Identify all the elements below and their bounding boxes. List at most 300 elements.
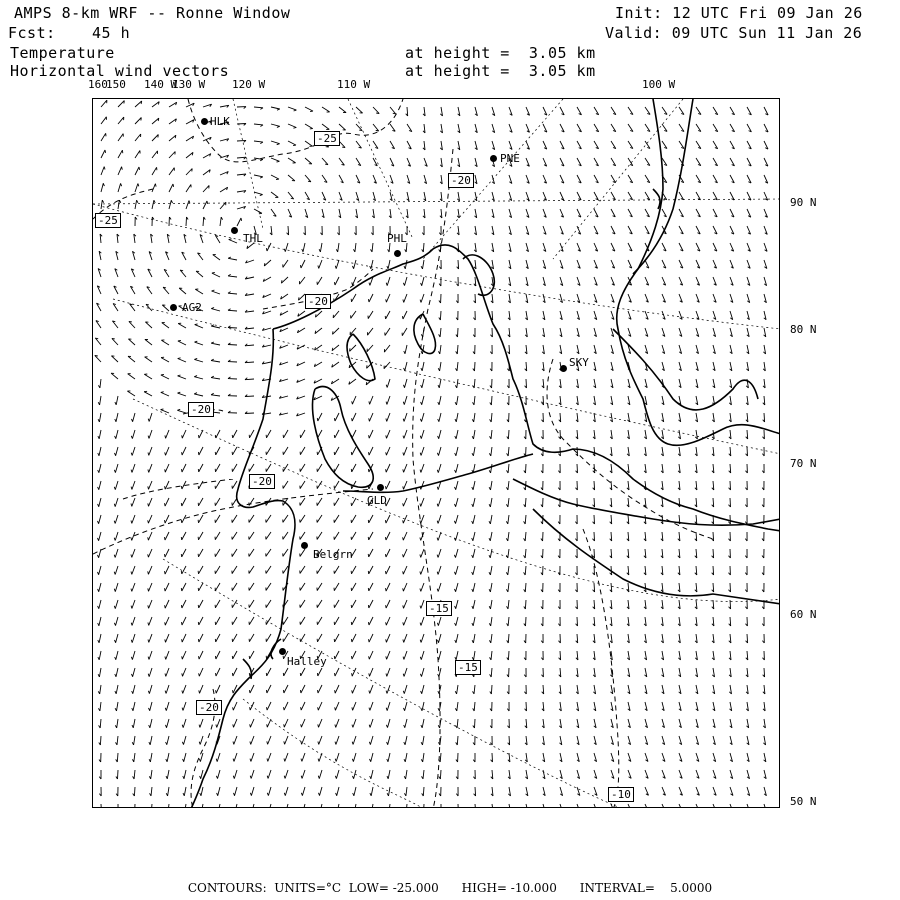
wind-vector [386,600,390,608]
wind-vector-head [386,656,387,659]
wind-vector-head [177,409,180,410]
wind-vector [134,753,135,762]
wind-vector-head [455,504,456,507]
wind-vector [132,430,135,439]
wind-vector [199,668,203,676]
wind-vector [370,702,373,710]
wind-vector [100,685,101,694]
wind-vector-head [369,691,370,694]
wind-vector [163,287,169,294]
wind-vector-head [266,690,267,693]
wind-vector-head [438,385,439,388]
wind-vector [135,151,140,159]
wind-vector [386,464,390,472]
valid-time: Valid: 09 UTC Sun 11 Jan 26 [605,24,863,42]
wind-vector-head [352,759,353,762]
wind-vector [132,515,135,523]
wind-vector-head [335,725,336,728]
wind-vector [594,481,595,490]
wind-vector [218,787,220,796]
wind-vector-head [166,742,167,745]
wind-vector [167,736,169,745]
wind-vector [352,668,356,676]
wind-vector [217,753,220,762]
wind-vector [403,532,407,540]
wind-vector [266,464,271,472]
wind-vector [266,634,271,642]
wind-vector-head [137,200,138,203]
wind-vector-head [334,282,335,285]
wind-vector [322,124,329,129]
wind-vector [352,634,356,642]
wind-vector [178,324,186,329]
wind-vector [161,392,169,396]
station-label-halley: Halley [287,655,327,668]
wind-vector-head [308,181,311,182]
wind-vector-head [472,419,473,422]
wind-vector-head [148,554,149,557]
wind-vector [162,323,169,328]
wind-vector-head [148,657,149,660]
wind-vector [305,158,312,164]
wind-vector-head [489,487,490,490]
wind-vector-head [404,351,405,354]
wind-vector [491,464,492,473]
wind-vector-head [115,402,116,405]
wind-vector-head [216,673,217,676]
wind-vector [115,532,118,541]
wind-vector [334,498,339,506]
wind-vector [266,549,271,556]
wind-vector-head [115,640,116,643]
wind-vector [166,447,170,455]
wind-vector [100,396,101,405]
wind-vector-head [472,521,473,524]
wind-vector [577,464,578,473]
field-wind: Horizontal wind vectors [10,62,230,80]
wind-vector [249,600,254,608]
wind-vector [404,617,407,625]
wind-vector [186,185,191,193]
wind-vector [283,260,288,267]
wind-vector-head [183,793,184,796]
wind-vector [491,617,492,626]
wind-vector-head [211,359,214,360]
wind-vector-head [352,725,353,728]
wind-vector-head [199,725,200,728]
wind-vector [439,379,441,388]
wind-vector [508,498,509,507]
wind-vector [352,617,356,625]
wind-vector-head [455,419,456,422]
wind-vector [369,413,373,421]
wind-vector [473,566,475,575]
wind-vector-head [182,725,183,728]
wind-vector [266,566,271,574]
wind-vector [99,464,101,473]
wind-vector-head [472,504,473,507]
wind-vector [250,719,254,727]
wind-vector [132,651,135,660]
wind-vector [318,413,322,421]
wind-vector-head [98,555,99,558]
wind-vector-head [334,656,335,659]
wind-vector [199,617,203,625]
wind-vector [404,668,407,677]
wind-vector-head [387,759,388,762]
wind-vector [271,158,279,161]
contour-label: -15 [426,601,452,616]
wind-vector [370,396,373,404]
wind-vector-head [472,538,473,541]
wind-vector [220,217,221,226]
wind-vector [152,200,154,209]
wind-vector-head [182,622,183,625]
wind-vector [99,566,101,575]
wind-vector [101,167,104,175]
wind-vector-head [403,588,404,591]
wind-vector-head [318,707,319,710]
wind-vector-head [267,724,268,727]
wind-vector [268,753,271,761]
wind-vector-head [420,606,421,609]
wind-vector [101,804,102,808]
wind-vector [149,447,152,455]
wind-vector [215,481,220,489]
wind-vector-head [233,742,234,745]
wind-vector [713,549,714,558]
contour-label: -25 [95,213,121,228]
wind-vector [281,277,288,283]
wind-vector-head [148,470,149,473]
wind-vector [679,804,683,808]
wind-vector [474,413,475,422]
wind-vector [764,413,765,422]
wind-vector-head [404,266,405,269]
wind-vector-head [165,520,166,523]
wind-vector-head [138,184,139,187]
wind-vector [473,549,475,558]
wind-vector-head [199,656,200,659]
wind-vector [543,804,546,808]
wind-vector [353,702,356,710]
wind-vector [350,328,356,335]
wind-vector [194,359,203,362]
wind-vector [473,634,475,643]
wind-vector [183,702,186,711]
wind-vector [369,532,373,540]
wind-vector-head [489,521,490,524]
wind-vector [351,515,356,523]
wind-vector-head [472,640,473,643]
wind-vector [249,617,254,625]
wind-vector-head [376,113,379,114]
wind-vector [577,617,578,626]
wind-vector [403,515,407,523]
wind-vector [352,430,356,438]
wind-vector-head [121,183,122,186]
wind-vector [112,338,118,345]
wind-vector [405,260,407,269]
wind-vector [492,804,493,808]
wind-vector-head [148,537,149,540]
wind-vector-head [260,159,263,160]
wind-vector [182,447,186,455]
wind-vector [318,702,322,710]
wind-vector-head [438,640,439,643]
wind-vector [354,260,356,269]
wind-vector [149,413,152,422]
wind-vector [369,566,373,574]
wind-vector [211,378,220,379]
wind-vector [99,549,101,558]
wind-vector-head [165,622,166,625]
wind-vector-head [195,324,198,325]
wind-vector [167,753,169,762]
wind-vector-head [216,759,217,762]
wind-vector [560,651,561,660]
wind-vector [421,481,424,489]
wind-vector [456,651,458,660]
wind-vector-head [148,674,149,677]
wind-vector [594,804,597,808]
wind-vector [319,736,322,744]
wind-vector [645,804,649,808]
wind-vector [99,651,101,660]
wind-vector [135,200,137,209]
wind-vector-head [369,725,370,728]
wind-vector [387,277,390,286]
wind-vector-head [369,742,370,745]
wind-vector [199,481,203,489]
wind-vector [525,549,526,558]
wind-vector [215,583,220,591]
wind-vector [318,685,322,693]
wind-vector [132,532,135,540]
wind-vector [149,430,152,439]
wind-vector-head [420,300,421,303]
station-label-pne: PNE [500,152,520,165]
wind-vector-head [353,793,354,796]
wind-vector [491,396,492,405]
wind-vector [216,617,220,625]
wind-vector-head [386,469,387,472]
wind-vector [267,685,271,693]
wind-vector [288,141,296,145]
wind-vector-head [250,776,251,779]
wind-vector-head [98,674,99,677]
wind-vector [730,804,733,808]
wind-vector-head [300,690,301,693]
wind-vector [371,753,373,762]
wind-vector [456,532,459,541]
lon-label: 160 [88,78,108,91]
wind-vector-head [386,622,387,625]
wind-vector [264,260,271,266]
wind-vector [404,294,407,302]
wind-vector [390,107,396,114]
wind-vector-head [98,402,99,405]
wind-vector [169,168,174,175]
wind-vector [166,430,169,438]
wind-vector-head [489,504,490,507]
wind-vector-head [489,589,490,592]
wind-vector [132,498,135,506]
wind-vector-head [241,218,242,221]
wind-vector [628,804,632,808]
wind-vector-head [284,776,285,779]
wind-vector-head [119,200,120,203]
wind-vector [148,515,152,523]
wind-vector-head [403,605,404,608]
wind-vector [508,583,509,592]
wind-vector-head [98,538,99,541]
wind-vector [337,804,339,808]
wind-vector [165,566,169,574]
wind-vector [266,447,271,455]
wind-vector [386,447,390,455]
wind-vector [594,549,595,558]
wind-vector [183,685,186,693]
wind-vector [234,736,237,744]
wind-vector [271,175,279,179]
wind-vector [233,430,237,438]
wind-vector [220,202,226,209]
wind-vector [456,447,458,456]
wind-vector-head [437,572,438,575]
wind-vector [132,617,135,626]
wind-vector [317,277,322,285]
wind-vector-head [284,707,285,710]
wind-vector-head [369,401,370,404]
wind-vector-head [131,640,132,643]
wind-vector-head [420,623,421,626]
wind-vector [320,804,322,808]
wind-vector [747,634,748,643]
wind-vector [149,498,153,506]
wind-vector-head [165,554,166,557]
wind-vector [218,770,221,779]
wind-vector-head [233,759,234,762]
wind-vector-head [369,708,370,711]
wind-vector [152,135,158,142]
wind-vector-head [114,504,115,507]
wind-vector [317,617,322,625]
wind-vector [508,430,509,439]
wind-vector [352,600,356,608]
wind-vector [405,362,407,371]
wind-vector-head [386,588,387,591]
field-temperature-height: at height = 3.05 km [405,44,596,62]
station-label-gld: GLD [367,494,387,507]
wind-vector-head [421,402,422,405]
wind-vector [167,770,169,779]
wind-vector-head [250,707,251,710]
wind-vector [334,532,339,540]
wind-vector [134,736,135,745]
wind-vector [271,124,280,126]
wind-vector-head [438,402,439,405]
coastlines [191,99,780,808]
wind-vector [237,140,246,141]
wind-vector-head [182,452,183,455]
wind-vector [474,651,475,660]
wind-vector [283,481,288,489]
wind-vector [167,719,170,728]
wind-vector [336,753,339,762]
wind-vector-head [352,282,353,285]
wind-vector-head [217,793,218,796]
wind-vector [100,736,101,745]
wind-vector-head [115,691,116,694]
wind-vector [317,498,322,506]
wind-vector [269,804,271,808]
wind-vector [116,634,118,643]
wind-vector-head [166,793,167,796]
wind-vector [283,566,288,574]
wind-vector [183,668,187,676]
wind-vector [386,583,390,591]
wind-vector [404,430,407,438]
wind-vector [439,634,442,643]
wind-vector-head [284,741,285,744]
wind-vector-head [421,385,422,388]
wind-vector-head [161,392,164,393]
wind-vector [526,804,528,808]
wind-vector [233,651,237,659]
wind-vector-head [421,742,422,745]
wind-vector-head [387,776,388,779]
wind-vector-head [165,503,166,506]
wind-vector [133,702,135,711]
wind-vector [696,804,700,808]
wind-vector [150,702,152,711]
wind-vector [118,200,119,209]
wind-vector [334,583,339,591]
wind-vector [423,770,424,779]
wind-vector-head [386,299,387,302]
wind-vector-head [472,555,473,558]
wind-vector-head [421,351,422,354]
wind-vector [336,736,339,745]
wind-vector-head [114,572,115,575]
wind-vector-head [300,265,301,268]
wind-vector [747,804,750,808]
wind-vector-head [182,469,183,472]
wind-vector-head [148,623,149,626]
wind-vector [99,430,101,439]
wind-vector-head [386,639,387,642]
wind-vector [145,322,152,328]
wind-vector [490,583,492,592]
wind-vector [254,209,262,213]
wind-vector [117,719,118,728]
wind-vector [194,377,203,379]
wind-vector [334,566,339,574]
wind-vector-head [232,673,233,676]
wind-vector-head [165,708,166,711]
wind-vector [267,668,271,676]
wind-vector-head [369,673,370,676]
wind-vector [403,583,407,591]
wind-vector-head [420,589,421,592]
contour-label: -20 [305,294,331,309]
wind-vector-head [148,486,149,489]
lon-label: 110 W [337,78,371,91]
wind-vector [186,169,192,176]
wind-vector-head [294,110,297,111]
wind-vector [335,447,339,455]
